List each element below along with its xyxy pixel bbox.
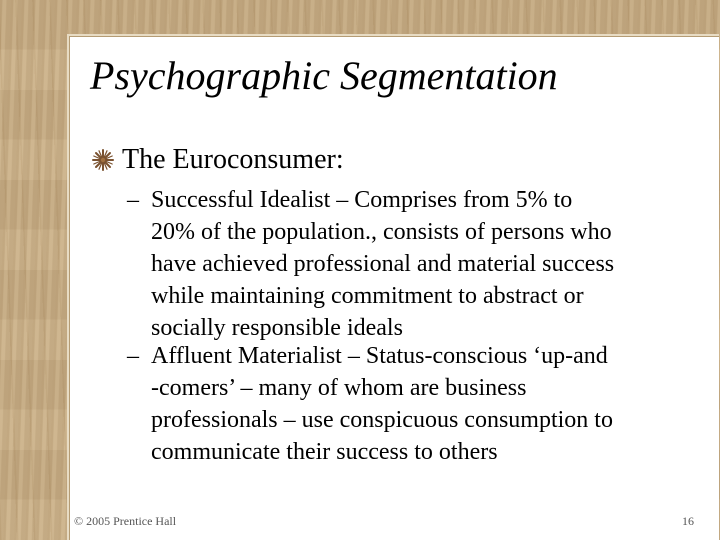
- subpoint-line: have achieved professional and material success: [151, 251, 615, 277]
- subpoint-successful-idealist: [127, 184, 707, 344]
- subpoint-line: Affluent Materialist – Status-conscious ‘up-and: [151, 343, 608, 369]
- bullet-text: The Euroconsumer:: [122, 144, 344, 175]
- subpoint-line: professionals – use conspicuous consumption to: [151, 407, 613, 433]
- bullet-euroconsumer: [90, 142, 344, 178]
- subpoint-line: communicate their success to others: [151, 439, 498, 465]
- subpoint-line: socially responsible ideals: [151, 315, 403, 341]
- starburst-bullet-icon: [92, 149, 114, 171]
- subpoint-line: 20% of the population., consists of persons who: [151, 219, 612, 245]
- subpoint-dash: –: [127, 343, 139, 369]
- slide-title: Psychographic Segmentation: [90, 53, 558, 98]
- subpoint-line: -comers’ – many of whom are business: [151, 375, 527, 401]
- subpoint-line: Successful Idealist – Comprises from 5% to: [151, 187, 573, 213]
- subpoint-affluent-materialist: [127, 340, 707, 468]
- copyright-footer: © 2005 Prentice Hall: [74, 514, 177, 528]
- subpoint-dash: –: [127, 187, 139, 213]
- page-number: 16: [682, 514, 694, 528]
- subpoint-line: while maintaining commitment to abstract or: [151, 283, 584, 309]
